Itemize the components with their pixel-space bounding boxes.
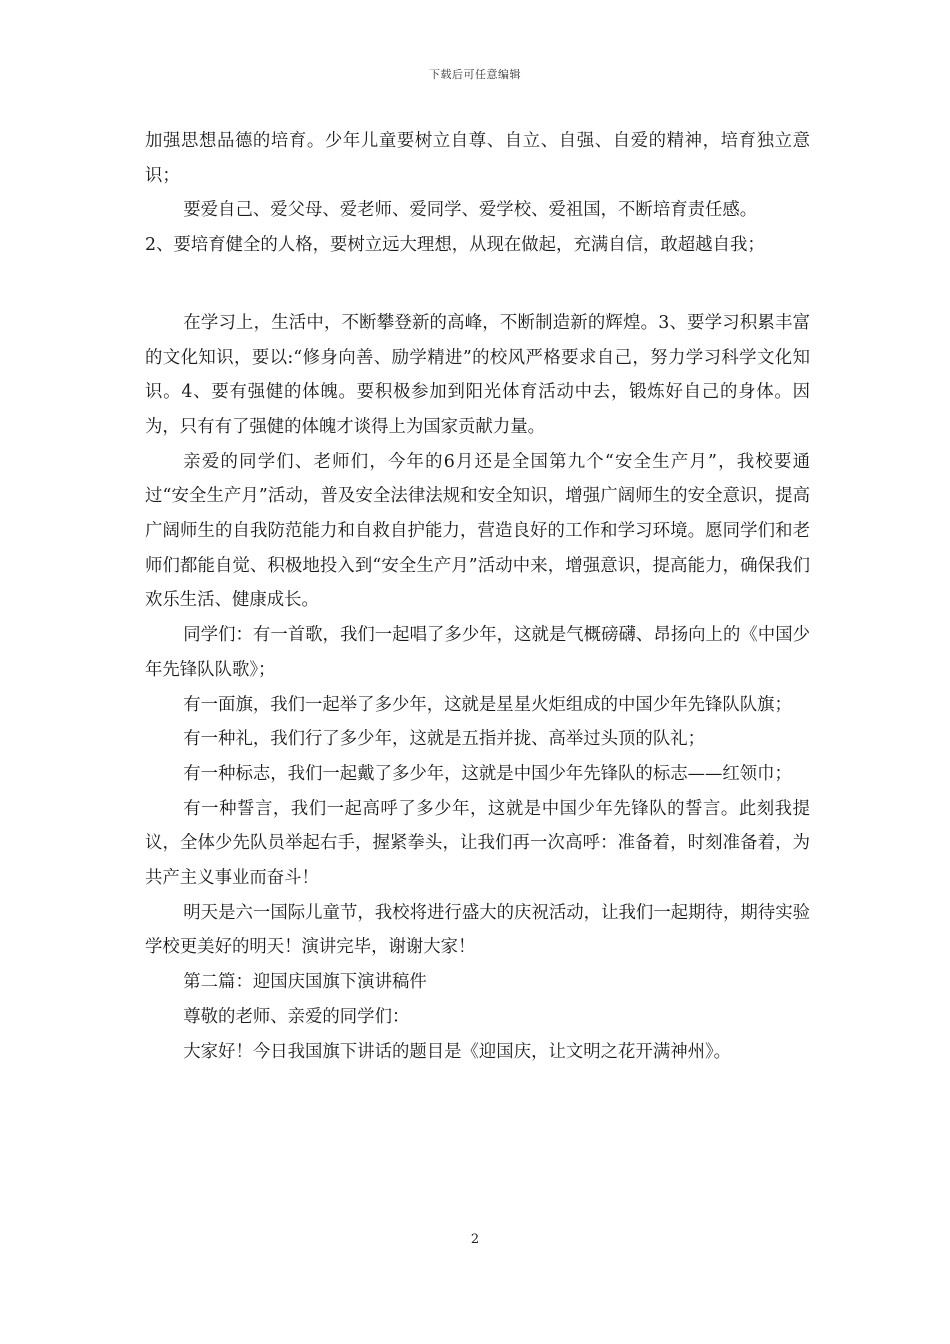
- salutation: 尊敬的老师、亲爱的同学们：: [183, 1006, 410, 1027]
- paragraph: 要爱自己、爱父母、爱老师、爱同学、爱学校、爱祖国，不断培育责任感。: [183, 200, 758, 221]
- page-header-note: 下载后可任意编辑: [429, 68, 521, 81]
- paragraph-gap: [145, 263, 810, 306]
- paragraph: 亲爱的同学们、老师们，今年的6月还是全国第九个“安全生产月”，我校要通过“安全生产月”活动，普及安全法律法规和安全知识，增强广阔师生的安全意识，提高广阔师生的自我防范能力和自救自护能力，营造良好的工作和学习环境。愿同学们和老师们都能自觉、积极地投入到“安全生产月”活动中来，增强意识，提高能力，确保我们欢乐生活、健康成长。: [145, 451, 810, 611]
- paragraph: 2、要培育健全的人格，要树立远大理想，从现在做起，充满自信，敢超越自我；: [145, 235, 765, 256]
- paragraph: 有一种誓言，我们一起高呼了多少年，这就是中国少年先锋队的誓言。此刻我提议，全体少先队员举起右手，握紧拳头，让我们再一次高呼：准备着，时刻准备着，为共产主义事业而奋斗！: [145, 798, 810, 889]
- paragraph: 有一面旗，我们一起举了多少年，这就是星星火炬组成的中国少年先锋队队旗；: [183, 694, 792, 715]
- document-body: [145, 124, 810, 1069]
- paragraph: 有一种礼，我们行了多少年，这就是五指并拢、高举过头顶的队礼；: [183, 729, 705, 750]
- paragraph: 加强思想品德的培育。少年儿童要树立自尊、自立、自强、自爱的精神，培育独立意识；: [145, 131, 810, 186]
- paragraph: 大家好！今日我国旗下讲话的题目是《迎国庆，让文明之花开满神州》。: [183, 1041, 732, 1062]
- page-number: 2: [470, 1232, 480, 1247]
- paragraph: 有一种标志，我们一起戴了多少年，这就是中国少年先锋队的标志——红领巾；: [183, 763, 792, 784]
- paragraph: 同学们：有一首歌，我们一起唱了多少年，这就是气概磅礴、昂扬向上的《中国少年先锋队队歌》；: [145, 625, 810, 680]
- paragraph: 明天是六一国际儿童节，我校将进行盛大的庆祝活动，让我们一起期待，期待实验学校更美好的明天！演讲完毕，谢谢大家！: [145, 902, 810, 958]
- paragraph: 在学习上，生活中，不断攀登新的高峰，不断制造新的辉煌。3、要学习积累丰富的文化知识，要以:“修身向善、励学精进”的校风严格要求自己，努力学习科学文化知识。4、要有强健的体魄。要积极参加到阳光体育活动中去，锻炼好自己的身体。因为，只有有了强健的体魄才谈得上为国家贡献力量。: [145, 312, 810, 437]
- section-heading: 第二篇：迎国庆国旗下演讲稿件: [183, 972, 427, 993]
